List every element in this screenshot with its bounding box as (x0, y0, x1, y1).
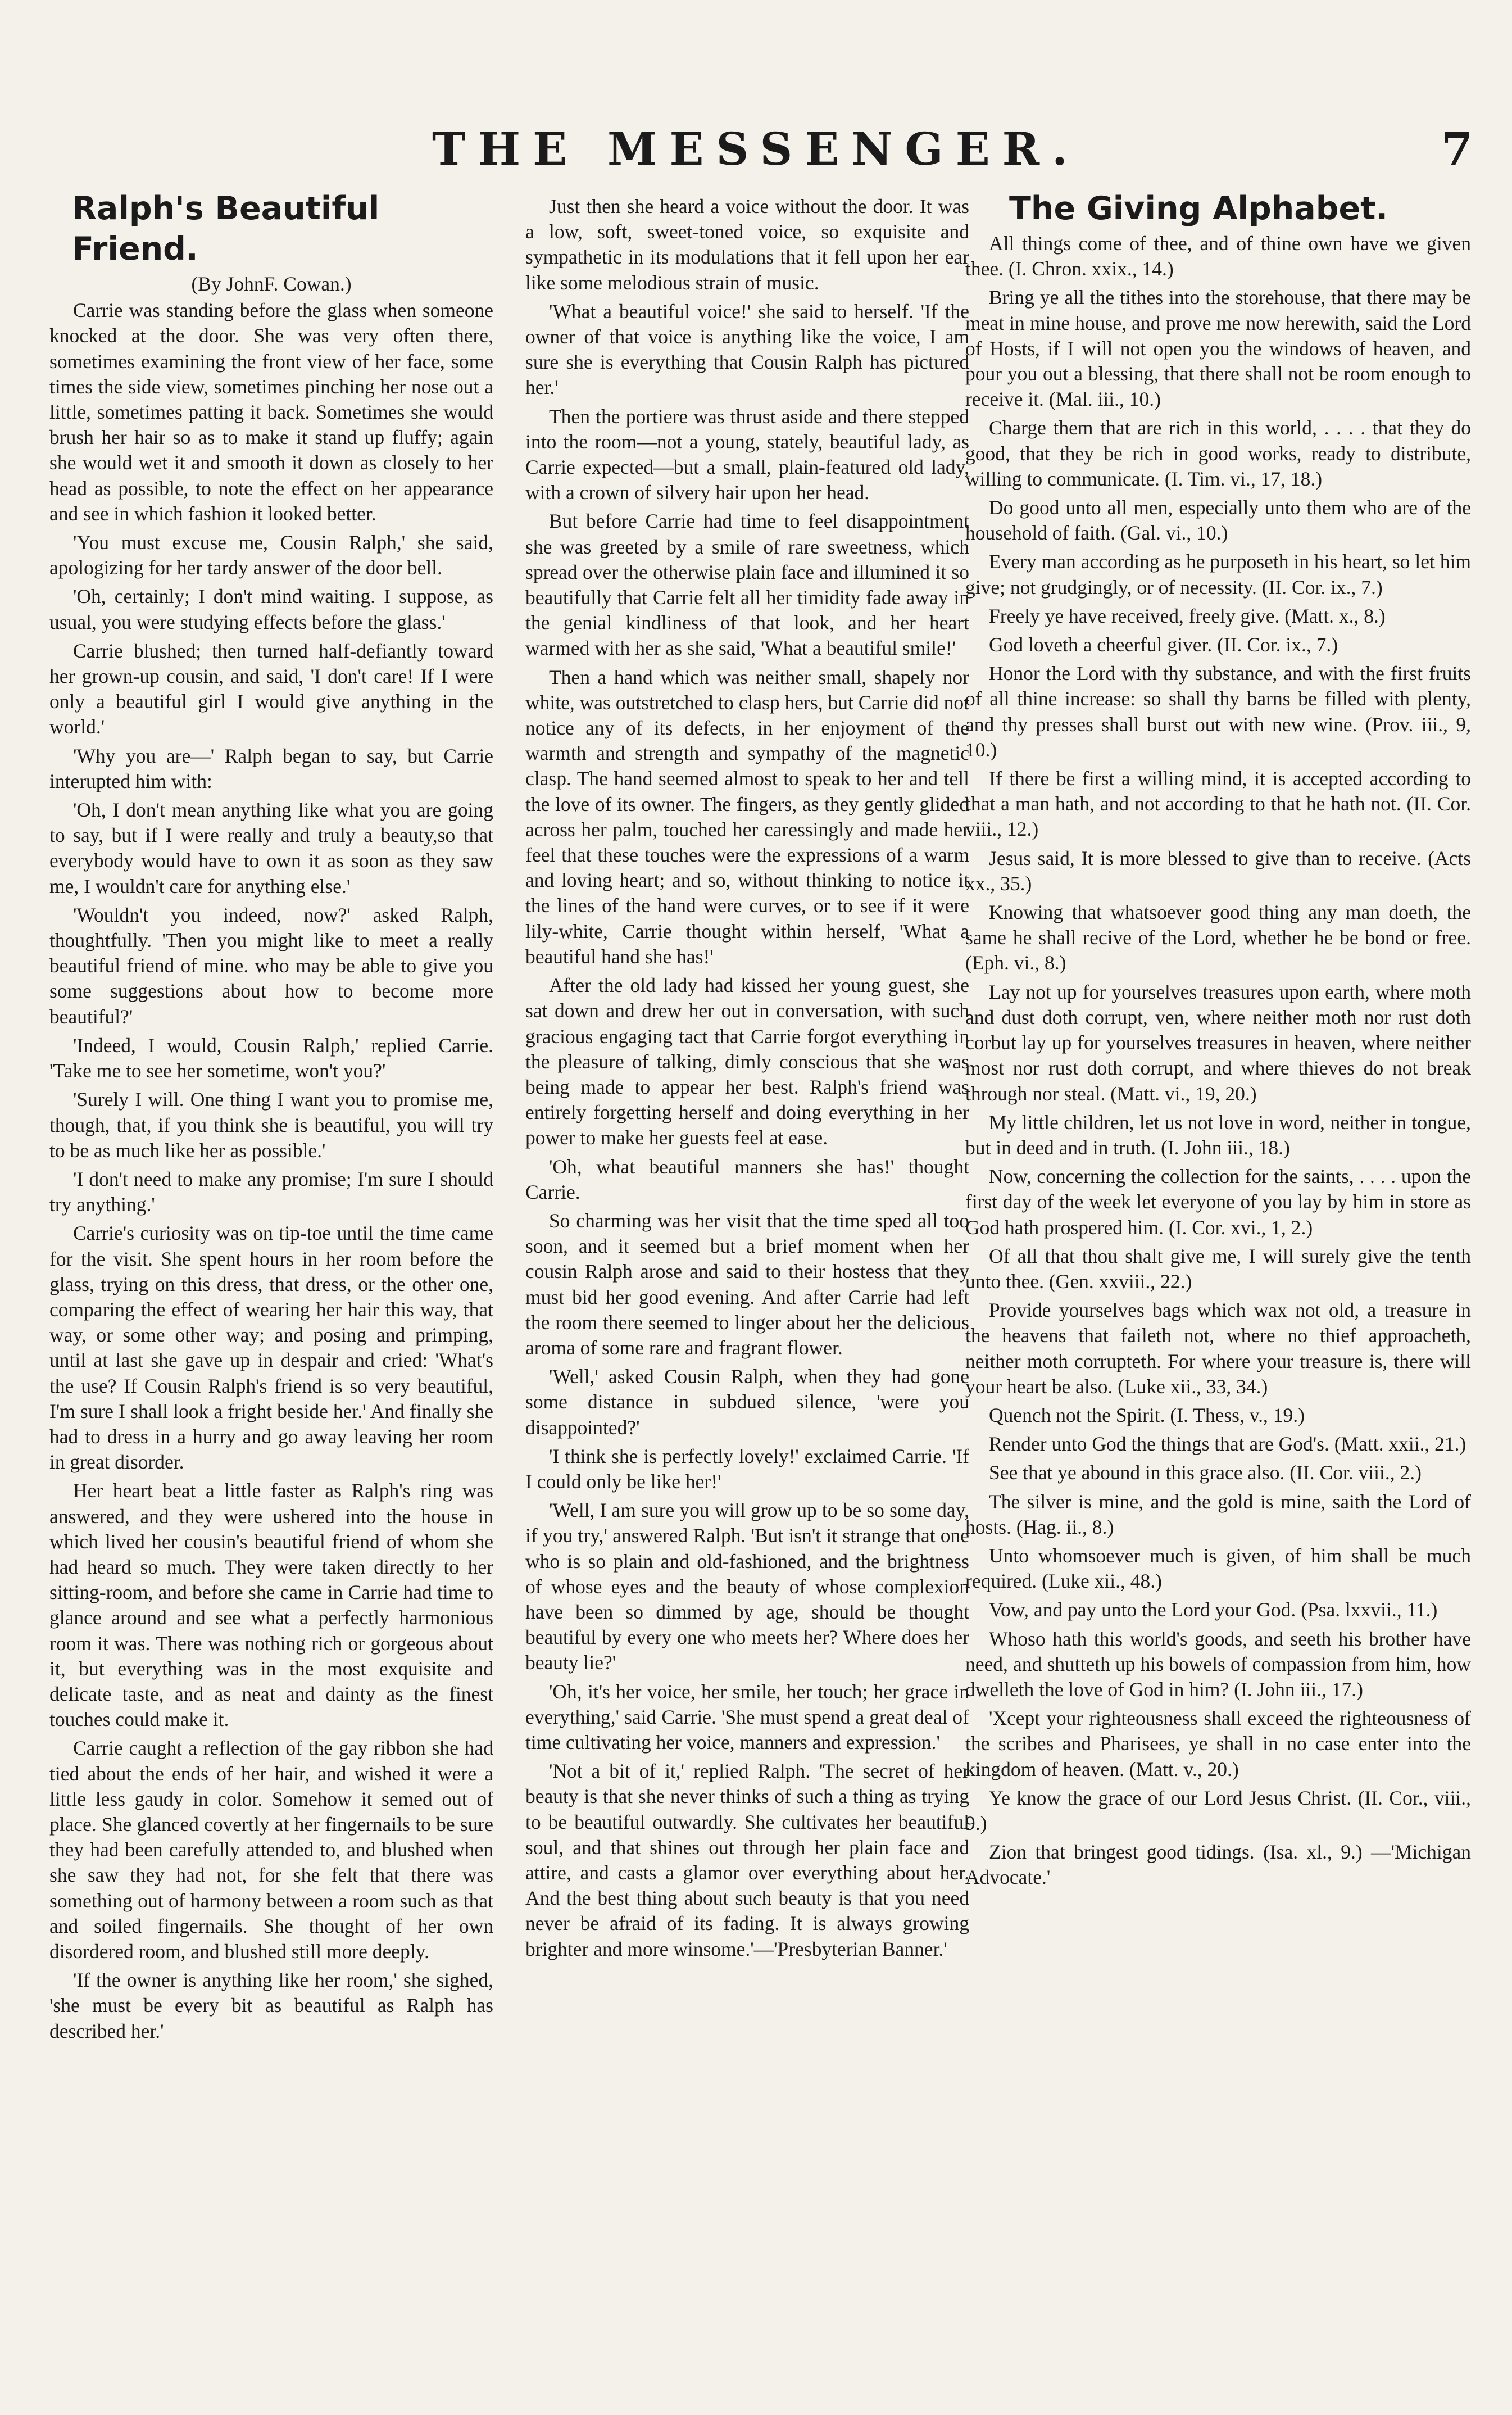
paragraph: Carrie's curiosity was on tip-toe until the time came for the visit. She spent hours in her room before the glass, trying on this dress, that dress, or the other one, comparing the effect of wearing her hair this way, that way, or some other way; and posing and primping, until at last she gave up in despair and cried: 'What's the use? If Cousin Ralph's friend is so very beautiful, I'm sure I shall look a fright beside her.' And finally she had to dress in a hurry and go away leaving her room in great disorder. (49, 1222, 493, 1474)
paragraph: 'Oh, what beautiful manners she has!' thought Carrie. (525, 1155, 969, 1203)
paragraph: 'Oh, it's her voice, her smile, her touch; her grace in everything,' said Carrie. 'She must spend a great deal of time cultivating her voice, manners and expression.' (525, 1680, 969, 1754)
scripture-entry: If there be first a willing mind, it is accepted according to that a man hath, and not according to that he hath not. (II. Cor. viii., 12.) (965, 767, 1471, 841)
scripture-entry: Bring ye all the tithes into the storehouse, that there may be meat in mine house, and prove me now herewith, said the Lord of Hosts, if I will not open you the windows of heaven, and pour you out a blessing, that there shall not be room enough to receive it. (Mal. iii., 10.) (965, 286, 1471, 411)
paragraph: 'Not a bit of it,' replied Ralph. 'The secret of her beauty is that she never thinks of such a thing as trying to be beautiful outwardly. She cultivates her beautiful soul, and that shines out through her plain face and attire, and casts a glamor over everything about her. And the best thing about such beauty is that you need never be afraid of its fading. It is always growing brighter and more winsome.'—'Presbyterian Banner.' (525, 1760, 969, 1960)
scripture-entry: Of all that thou shalt give me, I will surely give the tenth unto thee. (Gen. xxviii., 22.) (965, 1244, 1471, 1293)
paragraph: 'I don't need to make any promise; I'm sure I should try anything.' (49, 1167, 493, 1216)
newspaper-title: THE MESSENGER. (432, 123, 1080, 175)
scripture-entry: Jesus said, It is more blessed to give than to receive. (Acts xx., 35.) (965, 846, 1471, 895)
article-byline: (By JohnF. Cowan.) (191, 273, 352, 295)
scripture-entry: Unto whomsoever much is given, of him shall be much required. (Luke xii., 48.) (965, 1544, 1471, 1593)
scripture-entry: All things come of thee, and of thine own have we given thee. (I. Chron. xxix., 14.) (965, 232, 1471, 280)
left-column (49, 188, 493, 2391)
paragraph: 'Indeed, I would, Cousin Ralph,' replied Carrie. 'Take me to see her sometime, won't you?' (49, 1034, 493, 1082)
paragraph: Then a hand which was neither small, shapely nor white, was outstretched to clasp hers, but Carrie did not notice any of its defects, in her enjoyment of the warmth and strength and sympathy of the magnetic clasp. The hand seemed almost to speak to her and tell the love of its owner. The fingers, as they gently glided across her palm, touched her caressingly and made her feel that these touches were the expressions of a warm and loving heart; and so, without thinking to notice it the lines of the hand were curves, or to see if it were lily-white, Carrie thought within herself, 'What a beautiful hand she has!' (525, 665, 969, 968)
paragraph: 'Oh, certainly; I don't mind waiting. I suppose, as usual, you were studying effects before the glass.' (49, 585, 493, 633)
scripture-entry: Zion that bringest good tidings. (Isa. xl., 9.) —'Michigan Advocate.' (965, 1841, 1471, 1889)
scripture-entry: Charge them that are rich in this world, . . . . that they do good, that they be rich in good works, ready to distribute, willing to communicate. (I. Tim. vi., 17, 18.) (965, 416, 1471, 490)
paragraph: 'Oh, I don't mean anything like what you are going to say, but if I were really and truly a beauty,so that everybody would have to own it as soon as they saw me, I wouldn't care for anything else.' (49, 799, 493, 898)
right-column (965, 188, 1471, 2391)
scripture-entry: Now, concerning the collection for the saints, . . . . upon the first day of the week let everyone of you lay by him in store as God hath prospered him. (I. Cor. xvi., 1, 2.) (965, 1165, 1471, 1239)
paragraph: Then the portiere was thrust aside and there stepped into the room—not a young, stately, beautiful lady, as Carrie expected—but a small, plain-featured old lady, with a crown of silvery hair upon her head. (525, 405, 969, 504)
scripture-entry: Quench not the Spirit. (I. Thess, v., 19.) (989, 1403, 1305, 1426)
page-number: 7 (1441, 123, 1473, 175)
scripture-entry: Render unto God the things that are God's. (Matt. xxii., 21.) (989, 1433, 1466, 1456)
middle-column (525, 194, 969, 2397)
paragraph: After the old lady had kissed her young guest, she sat down and drew her out in conversation, with such gracious engaging tact that Carrie forgot everything in the pleasure of talking, dimly conscious that she was being made to appear her best. Ralph's friend was entirely forgetting herself and doing everything in her power to make her guests feel at ease. (525, 974, 969, 1149)
paragraph: 'Surely I will. One thing I want you to promise me, though, that, if you think she is beautiful, you will try to be as much like her as possible.' (49, 1088, 493, 1162)
paragraph: 'What a beautiful voice!' she said to herself. 'If the owner of that voice is anything like the voice, I am sure she is everything that Cousin Ralph has pictured her.' (525, 300, 969, 399)
scripture-entry: Whoso hath this world's goods, and seeth his brother have need, and shutteth up his bowels of compassion from him, how dwelleth the love of God in him? (I. John iii., 17.) (965, 1627, 1471, 1701)
scripture-entry: Provide yourselves bags which wax not old, a treasure in the heavens that faileth not, where no thief approacheth, neither moth corrupteth. For where your treasure is, there will your heart be also. (Luke xii., 33, 34.) (965, 1299, 1471, 1398)
paragraph: 'Well,' asked Cousin Ralph, when they had gone some distance in subdued silence, 'were you disappointed?' (525, 1365, 969, 1439)
scripture-entry: The silver is mine, and the gold is mine, saith the Lord of hosts. (Hag. ii., 8.) (965, 1490, 1471, 1538)
masthead (0, 121, 1512, 183)
scripture-entry: Honor the Lord with thy substance, and with the first fruits of all thine increase: so shall thy barns be filled with plenty, and thy presses shall burst out with new wine. (Prov. iii., 9, 10.) (965, 662, 1471, 761)
paragraph: 'Why you are—' Ralph began to say, but Carrie interupted him with: (49, 744, 493, 792)
paragraph: 'If the owner is anything like her room,' she sighed, 'she must be every bit as beautiful as Ralph has described her.' (49, 1969, 493, 2042)
paragraph: 'I think she is perfectly lovely!' exclaimed Carrie. 'If I could only be like her!' (525, 1444, 969, 1493)
paragraph: 'Wouldn't you indeed, now?' asked Ralph, thoughtfully. 'Then you might like to meet a really beautiful friend of mine. who may be able to give you some suggestions about how to become more beautiful?' (49, 903, 493, 1028)
scripture-entry: My little children, let us not love in word, neither in tongue, but in deed and in truth. (I. John iii., 18.) (965, 1111, 1471, 1159)
scripture-entry: Do good unto all men, especially unto them who are of the household of faith. (Gal. vi., 10.) (965, 496, 1471, 545)
scripture-entry: Lay not up for yourselves treasures upon earth, where moth and dust doth corrupt, ven, where neither moth nor rust doth corbut lay up for yourselves treasures in heaven, where neither most nor rust doth corrupt, and where thieves do not break through nor steal. (Matt. vi., 19, 20.) (965, 980, 1471, 1105)
scripture-entry: Vow, and pay unto the Lord your God. (Psa. lxxvii., 11.) (989, 1598, 1438, 1621)
scripture-entry: Knowing that whatsoever good thing any man doeth, the same he shall recive of the Lord, whether he be bond or free. (Eph. vi., 8.) (965, 901, 1471, 975)
paragraph: But before Carrie had time to feel disappointment she was greeted by a smile of rare sweetness, which spread over the otherwise plain face and illumined it so beautifully that Carrie felt all her timidity fade away in the genial kindliness of that look, and her heart warmed with her as she said, 'What a beautiful smile!' (525, 510, 969, 660)
paragraph: Carrie was standing before the glass when someone knocked at the door. She was very often there, sometimes examining the front view of her face, some times the side view, sometimes pinching her nose out a little, sometimes patting it back. Sometimes she would brush her hair so as to make it stand up fluffy; again she would wet it and smooth it down as closely to her head as possible, to note the effect on her appearance and see in which fashion it looked better. (49, 299, 493, 525)
paragraph: 'You must excuse me, Cousin Ralph,' she said, apologizing for her tardy answer of the door bell. (49, 531, 493, 579)
article-title-ralphs-beautiful-friend: Ralph's Beautiful Friend. (72, 190, 380, 268)
scripture-entry: 'Xcept your righteousness shall exceed the righteousness of the scribes and Pharisees, ye shall in no case enter into the kingdom of heaven. (Matt. v., 20.) (965, 1707, 1471, 1780)
article-title-giving-alphabet: The Giving Alphabet. (1009, 190, 1388, 227)
scripture-entry: Ye know the grace of our Lord Jesus Christ. (II. Cor., viii., 9.) (965, 1786, 1471, 1834)
scripture-entry: See that ye abound in this grace also. (II. Cor. viii., 2.) (989, 1461, 1422, 1484)
scripture-entry: God loveth a cheerful giver. (II. Cor. ix., 7.) (989, 633, 1338, 656)
paragraph: Her heart beat a little faster as Ralph's ring was answered, and they were ushered into the house in which lived her cousin's beautiful friend of whom she had heard so much. They were taken directly to her sitting-room, and before she came in Carrie had time to glance around and see what a perfectly harmonious room it was. There was nothing rich or gorgeous about it, but everything was in the most exquisite and delicate taste, and as neat and dainty as the finest touches could make it. (49, 1479, 493, 1731)
scripture-entry: Freely ye have received, freely give. (Matt. x., 8.) (989, 604, 1386, 627)
paragraph: Carrie caught a reflection of the gay ribbon she had tied about the ends of her hair, and wished it were a little less gaudy in color. Somehow it semed out of place. She glanced covertly at her fingernails to be sure they had been carefully attended to, and blushed when she saw they had not, for she felt that there was something out of harmony between a room such as that and soiled fingernails. She thought of her own disordered room, and blushed still more deeply. (49, 1737, 493, 1963)
scripture-entry: Every man according as he purposeth in his heart, so let him give; not grudgingly, or of necessity. (II. Cor. ix., 7.) (965, 550, 1471, 599)
paragraph: Just then she heard a voice without the door. It was a low, soft, sweet-toned voice, so exquisite and sympathetic in its modulations that it fell upon her ear like some melodious strain of music. (525, 195, 969, 294)
paragraph: So charming was her visit that the time sped all too soon, and it seemed but a brief moment when her cousin Ralph arose and said to their hostess that they must bid her good evening. And after Carrie had left the room there seemed to linger about her the delicious aroma of some rare and fragrant flower. (525, 1209, 969, 1359)
paragraph: 'Well, I am sure you will grow up to be so some day, if you try,' answered Ralph. 'But isn't it strange that one who is so plain and old-fashioned, and the brightness of whose eyes and the beauty of whose complexion have been so dimmed by age, should be thought beautiful by every one who meets her? Where does her beauty lie?' (525, 1499, 969, 1674)
paragraph: Carrie blushed; then turned half-defiantly toward her grown-up cousin, and said, 'I don't care! If I were only a beautiful girl I would give anything in the world.' (49, 639, 493, 738)
